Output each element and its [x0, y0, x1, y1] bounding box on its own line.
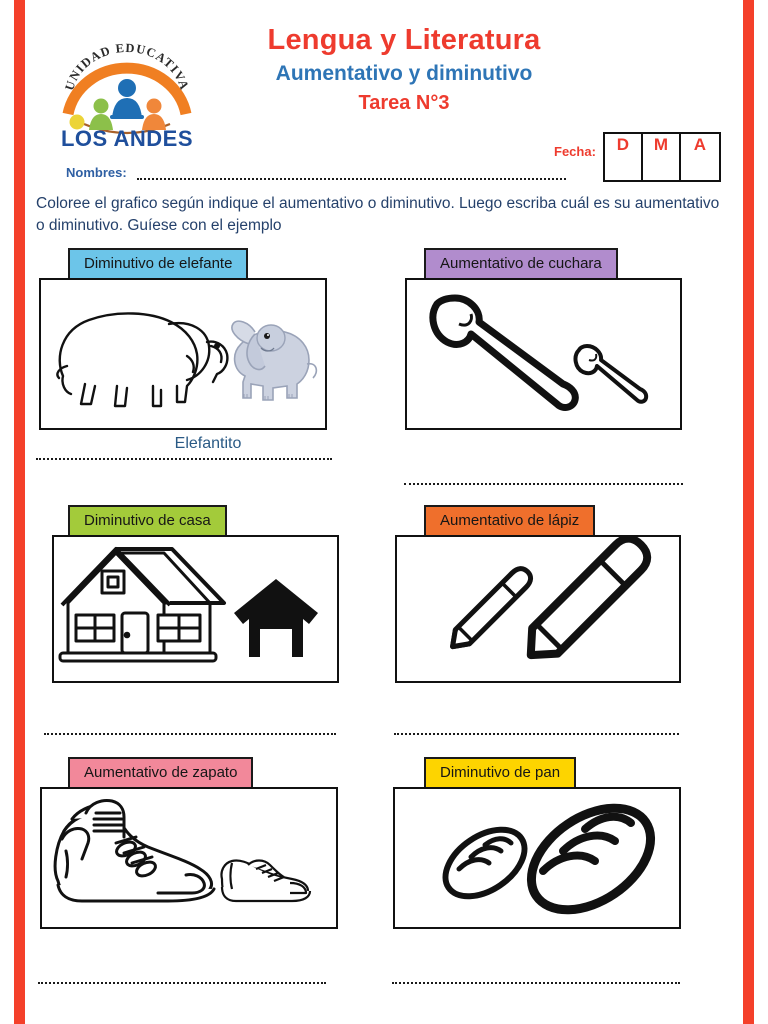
exercise-item-lapiz — [390, 505, 738, 735]
nombres-label: Nombres: — [66, 165, 127, 180]
exercise-illustration-spoons — [405, 278, 682, 430]
exercise-grid — [34, 248, 738, 984]
exercise-answer-line[interactable] — [392, 982, 680, 984]
exercise-item-cuchara — [390, 248, 738, 485]
exercise-label: Diminutivo de elefante — [68, 248, 248, 280]
fecha-label: Fecha: — [554, 144, 596, 159]
exercise-label: Aumentativo de zapato — [68, 757, 253, 789]
exercise-illustration-pencils — [395, 535, 681, 683]
date-field — [554, 132, 721, 182]
date-table — [603, 132, 721, 182]
exercise-answer[interactable] — [390, 688, 738, 708]
name-field — [66, 165, 566, 180]
worksheet-header — [34, 10, 734, 190]
exercise-illustration-elephants — [39, 278, 327, 430]
exercise-answer-line[interactable] — [36, 458, 332, 460]
exercise-illustration-shoes — [40, 787, 338, 929]
exercise-illustration-houses — [52, 535, 339, 683]
page-title: Lengua y Literatura — [267, 24, 541, 56]
nombres-input-line[interactable] — [137, 167, 566, 180]
svg-text:LOS ANDES: LOS ANDES — [60, 126, 194, 148]
date-cell-month-letter: M — [653, 135, 668, 154]
exercise-label: Aumentativo de cuchara — [424, 248, 618, 280]
page-subtitle: Aumentativo y diminutivo — [275, 62, 533, 86]
exercise-answer[interactable]: Elefantito — [174, 435, 242, 452]
exercise-item-casa — [34, 505, 382, 735]
instructions-text: Coloree el grafico según indique el aumentativo o diminutivo. Luego escriba cuál es su aumentativo o diminutivo. Guíese con el ejemplo — [36, 195, 720, 235]
exercise-answer-line[interactable] — [38, 982, 326, 984]
exercise-item-zapato — [34, 757, 382, 984]
right-red-border — [743, 0, 754, 1024]
exercise-answer[interactable] — [390, 934, 738, 954]
exercise-answer[interactable] — [34, 934, 382, 954]
date-cell-year[interactable] — [681, 134, 719, 180]
date-cell-day[interactable] — [605, 134, 643, 180]
exercise-label: Diminutivo de casa — [68, 505, 227, 537]
exercise-item-pan — [390, 757, 738, 984]
date-cell-year-letter: A — [693, 135, 707, 154]
exercise-illustration-breads — [393, 787, 681, 929]
exercise-row — [34, 248, 738, 485]
exercise-row — [34, 757, 738, 984]
exercise-row — [34, 505, 738, 735]
exercise-answer[interactable] — [34, 688, 382, 708]
exercise-label: Diminutivo de pan — [424, 757, 576, 789]
date-cell-day-letter: D — [616, 135, 630, 154]
exercise-answer-line[interactable] — [394, 733, 679, 735]
school-logo — [52, 38, 202, 148]
exercise-answer-line[interactable] — [44, 733, 336, 735]
title-block — [204, 24, 604, 115]
date-cell-month[interactable] — [643, 134, 681, 180]
left-red-border — [14, 0, 25, 1024]
exercise-label: Aumentativo de lápiz — [424, 505, 595, 537]
exercise-answer-line[interactable] — [404, 483, 683, 485]
svg-text:UNIDAD EDUCATIVA: UNIDAD EDUCATIVA — [62, 40, 192, 93]
exercise-item-elefante — [34, 248, 382, 485]
exercise-answer[interactable] — [390, 435, 738, 455]
task-number: Tarea N°3 — [358, 91, 450, 114]
